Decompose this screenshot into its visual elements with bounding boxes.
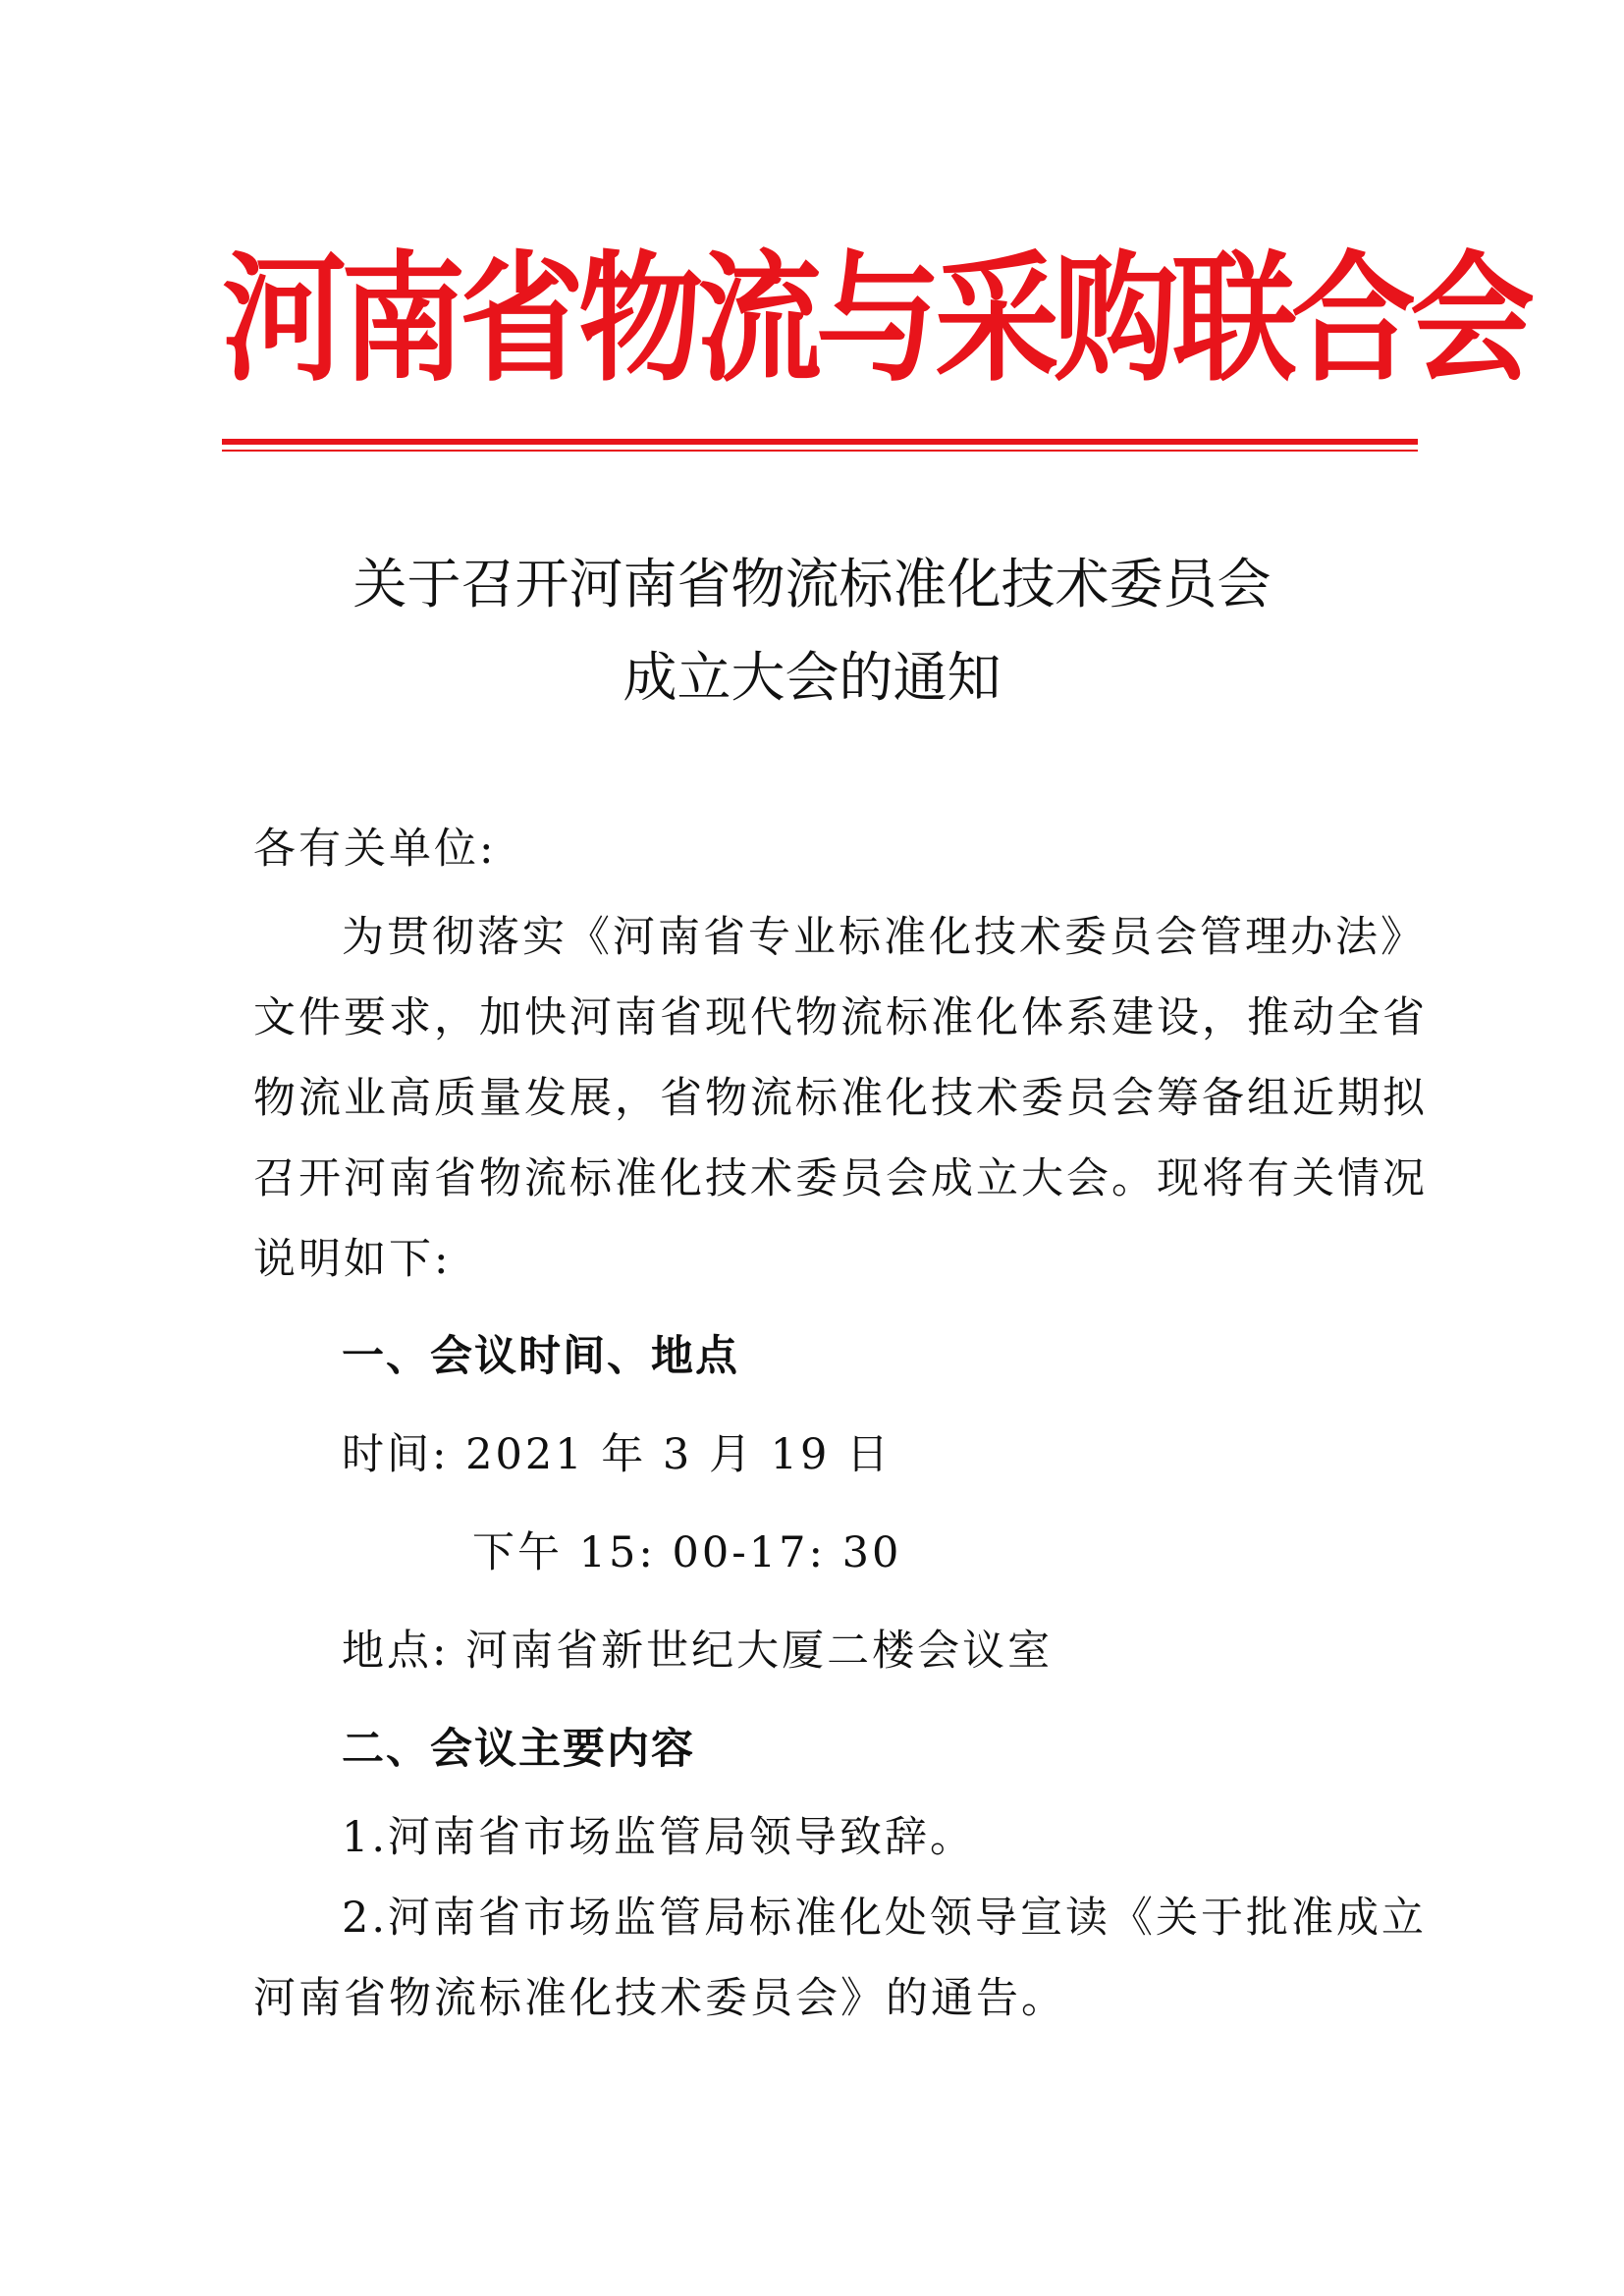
notice-title-line-2: 成立大会的通知 (623, 646, 1001, 709)
agenda-item-2-line-1: 2.河南省市场监管局标准化处领导宣读《关于批准成立 (342, 1894, 1428, 1943)
section-2-heading: 二、会议主要内容 (342, 1725, 695, 1774)
meeting-location: 地点: 河南省新世纪大厦二楼会议室 (342, 1627, 1054, 1676)
intro-line-4: 召开河南省物流标准化技术委员会成立大会。现将有关情况 (253, 1154, 1428, 1203)
agenda-item-1: 1.河南省市场监管局领导致辞。 (342, 1813, 976, 1862)
salutation: 各有关单位: (253, 825, 497, 874)
intro-line-2: 文件要求，加快河南省现代物流标准化体系建设，推动全省 (253, 993, 1428, 1042)
letterhead-red-rule-thin (222, 450, 1418, 452)
notice-title-line-1: 关于召开河南省物流标准化技术委员会 (352, 553, 1272, 615)
section-1-heading: 一、会议时间、地点 (342, 1332, 739, 1381)
meeting-time-hours: 下午 15: 00-17: 30 (472, 1528, 902, 1577)
intro-line-5: 说明如下: (253, 1235, 452, 1284)
letterhead-organization-name: 河南省物流与采购联合会 (222, 237, 1530, 400)
meeting-time-date: 时间: 2021 年 3 月 19 日 (342, 1430, 893, 1479)
intro-line-3: 物流业高质量发展，省物流标准化技术委员会筹备组近期拟 (253, 1074, 1428, 1123)
agenda-item-2-line-2: 河南省物流标准化技术委员会》的通告。 (253, 1974, 1066, 2023)
letterhead-red-rule-thick (222, 439, 1418, 445)
intro-line-1: 为贯彻落实《河南省专业标准化技术委员会管理办法》 (342, 913, 1426, 962)
